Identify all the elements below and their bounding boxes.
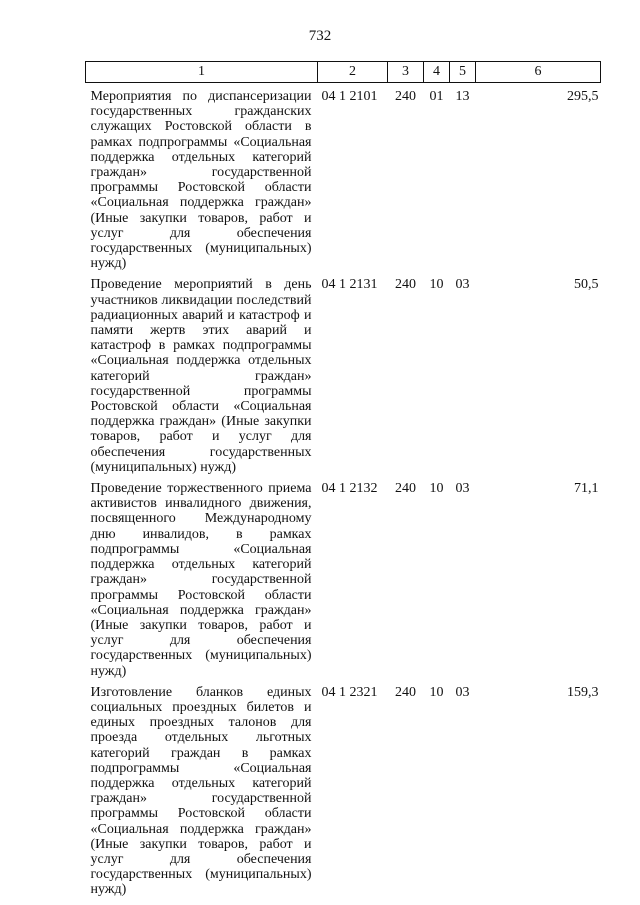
row-section: 10 [429,277,444,293]
row-expense-type: 240 [395,684,416,700]
header-col-4: 4 [424,62,450,83]
header-col-1: 1 [86,62,318,83]
row-amount: 295,5 [567,89,599,104]
row-amount: 71,1 [574,481,599,497]
row-expense-type: 240 [395,89,416,104]
row-subsection: 03 [455,684,470,700]
row-target-code: 04 1 2101 [321,89,378,104]
row-section: 01 [429,89,444,104]
table-row [86,277,601,481]
table-row [86,481,601,685]
row-description: Проведение мероприятий в день участников ликвидации последствий радиационных аварий и катастроф и памяти жертв этих аварий и катастроф в рамках подпрограммы «Социальная поддержка отдельных категорий граждан» государственной программы Ростовской области «Социальная поддержка граждан» (Иные закупки товаров, работ и услуг для обеспечения государственных (муниципальных) нужд) [90,277,312,475]
row-target-code: 04 1 2131 [321,277,378,293]
row-description: Мероприятия по диспансеризации государственных гражданских служащих Ростовской области в рамках подпрограммы «Социальная поддержка отдельных категорий граждан» государственной программы Ростовской области «Социальная поддержка граждан» (Иные закупки товаров, работ и услуг для обеспечения государственных (муниципальных) нужд) [90,89,312,272]
row-subsection: 03 [455,481,470,497]
page-number: 732 [308,28,332,44]
header-col-2: 2 [318,62,388,83]
row-description: Проведение торжественного приема активистов инвалидного движения, посвященного Международному дню инвалидов, в рамках подпрограммы «Социальная поддержка отдельных категорий граждан» государственной программы Ростовской области «Социальная поддержка граждан» (Иные закупки товаров, работ и услуг для обеспечения государственных (муниципальных) нужд) [90,481,312,679]
row-target-code: 04 1 2321 [321,684,378,700]
budget-table [85,61,601,904]
table-row [86,89,601,277]
table-header-row [86,62,601,83]
row-section: 10 [429,684,444,700]
row-expense-type: 240 [395,481,416,497]
header-col-6: 6 [476,62,601,83]
header-col-5: 5 [450,62,476,83]
row-description: Изготовление бланков единых социальных проездных билетов и единых проездных талонов для проезда отдельных льготных категорий граждан в рамках подпрограммы «Социальная поддержка отдельных категорий граждан» государственной программы Ростовской области «Социальная поддержка граждан» (Иные закупки товаров, работ и услуг для обеспечения государственных (муниципальных) нужд) [90,684,312,898]
header-col-3: 3 [388,62,424,83]
row-expense-type: 240 [395,277,416,293]
row-subsection: 13 [455,89,470,104]
row-amount: 159,3 [567,684,599,700]
row-target-code: 04 1 2132 [321,481,378,497]
row-section: 10 [429,481,444,497]
table-row [86,685,601,904]
row-subsection: 03 [455,277,470,293]
row-amount: 50,5 [574,277,599,293]
